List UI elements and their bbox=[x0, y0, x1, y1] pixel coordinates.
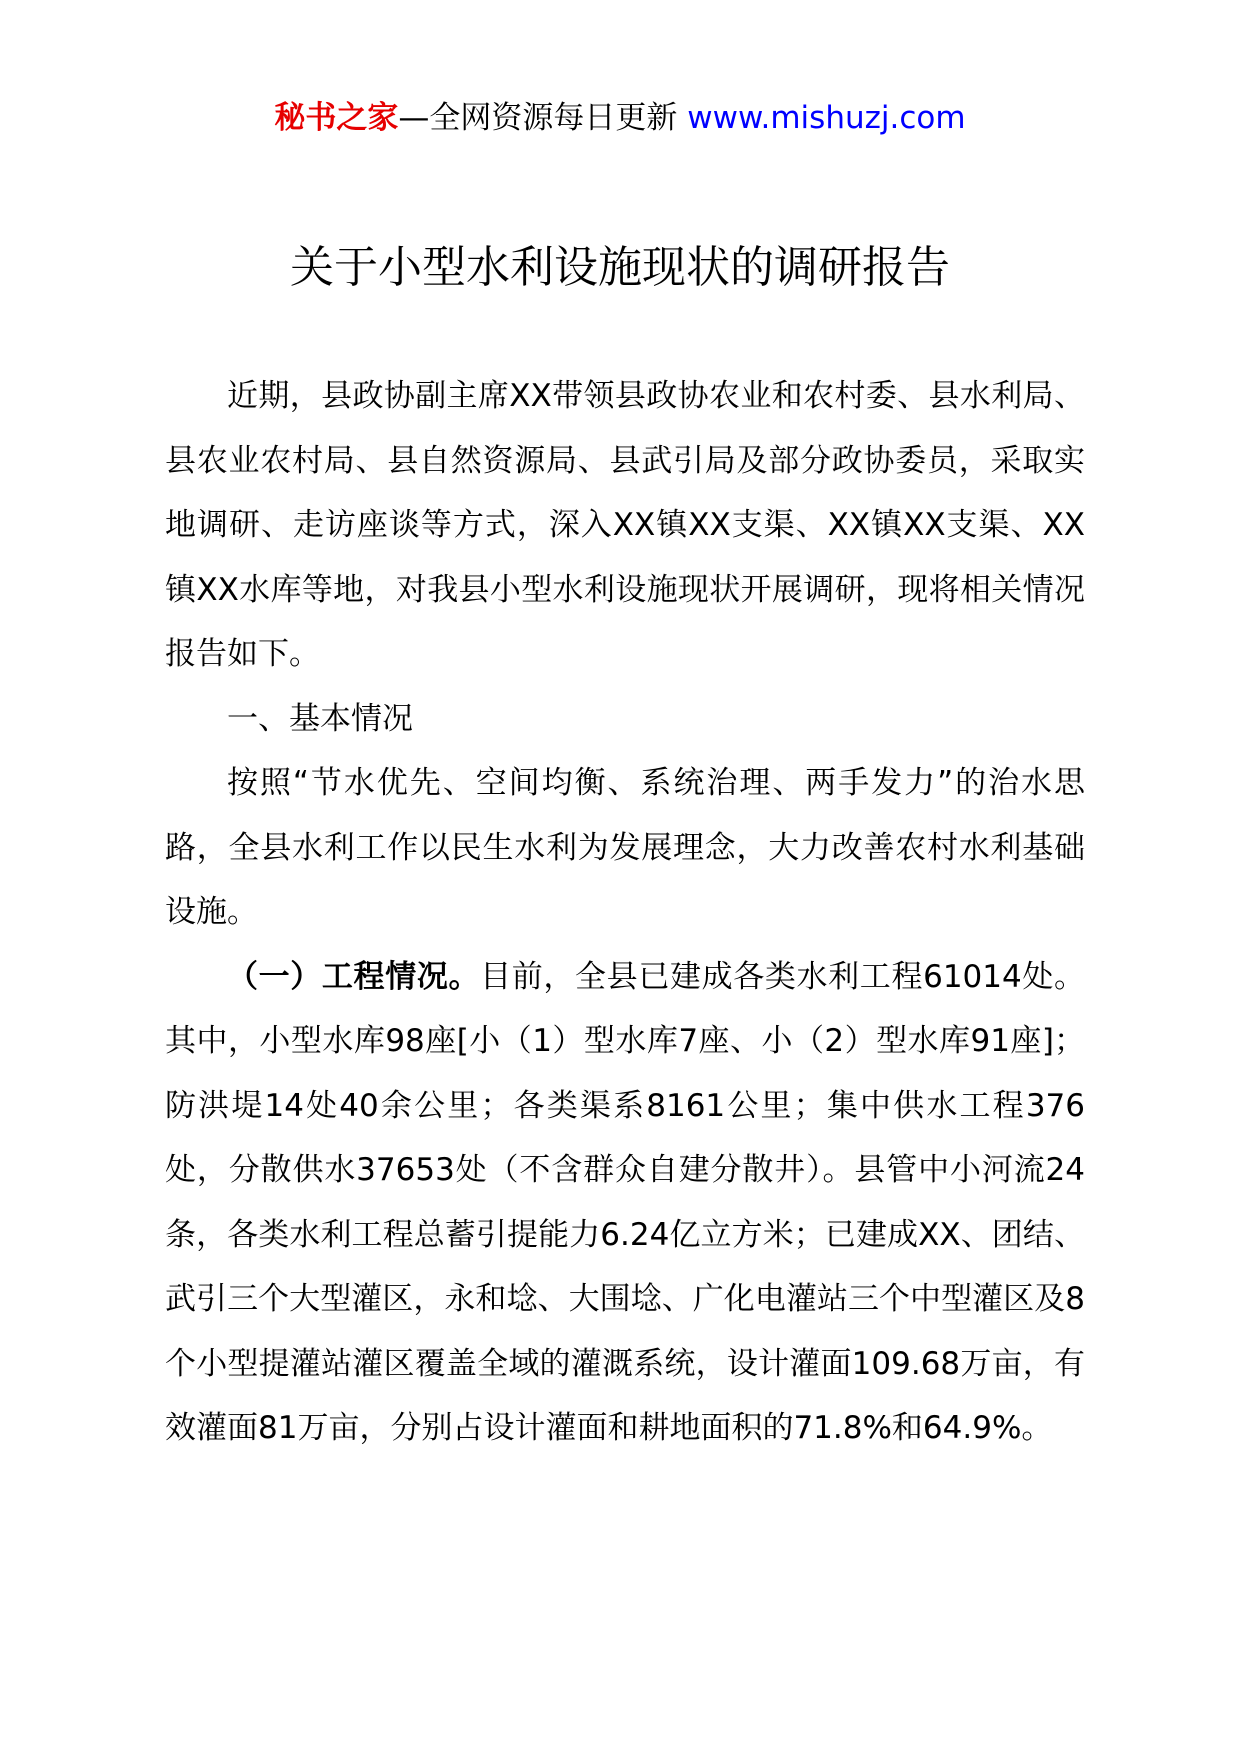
intro-paragraph: 近期，县政协副主席XX带领县政协农业和农村委、县水利局、县农业农村局、县自然资源局、县武引局及部分政协委员，采取实地调研、走访座谈等方式，深入XX镇XX支渠、XX镇XX支渠、XX镇XX水库等地，对我县小型水利设施现状开展调研，现将相关情况报告如下。 bbox=[165, 378, 1085, 672]
section-heading-basic-info: 一、基本情况 bbox=[227, 700, 413, 737]
site-header bbox=[0, 98, 1240, 138]
header-tagline: —全网资源每日更新 bbox=[398, 100, 678, 136]
brand-name: 秘书之家 bbox=[274, 100, 399, 136]
subsection-text-engineering: 目前，全县已建成各类水利工程61014处。其中，小型水库98座[小（1）型水库7座、小（2）型水库91座]；防洪堤14处40余公里；各类渠系8161公里；集中供水工程376处，分散供水37653处（不含群众自建分散井）。县管中小河流24条，各类水利工程总蓄引提能力6.24亿立方米；已建成XX、团结、武引三个大型灌区，永和埝、大围埝、广化电灌站三个中型灌区及8个小型提灌站灌区覆盖全域的灌溉系统，设计灌面109.68万亩，有效灌面81万亩，分别占设计灌面和耕地面积的71.8%和64.9%。 bbox=[165, 958, 1085, 1446]
section-paragraph-basic-info: 按照“节水优先、空间均衡、系统治理、两手发力”的治水思路，全县水利工作以民生水利为发展理念，大力改善农村水利基础设施。 bbox=[165, 765, 1085, 930]
document-body bbox=[165, 364, 1085, 1461]
subsection-paragraph-engineering bbox=[165, 945, 1085, 1461]
site-url-link[interactable]: www.mishuzj.com bbox=[687, 100, 966, 136]
document-title: 关于小型水利设施现状的调研报告 bbox=[290, 242, 950, 293]
subsection-heading-engineering: （一）工程情况。 bbox=[227, 958, 481, 995]
